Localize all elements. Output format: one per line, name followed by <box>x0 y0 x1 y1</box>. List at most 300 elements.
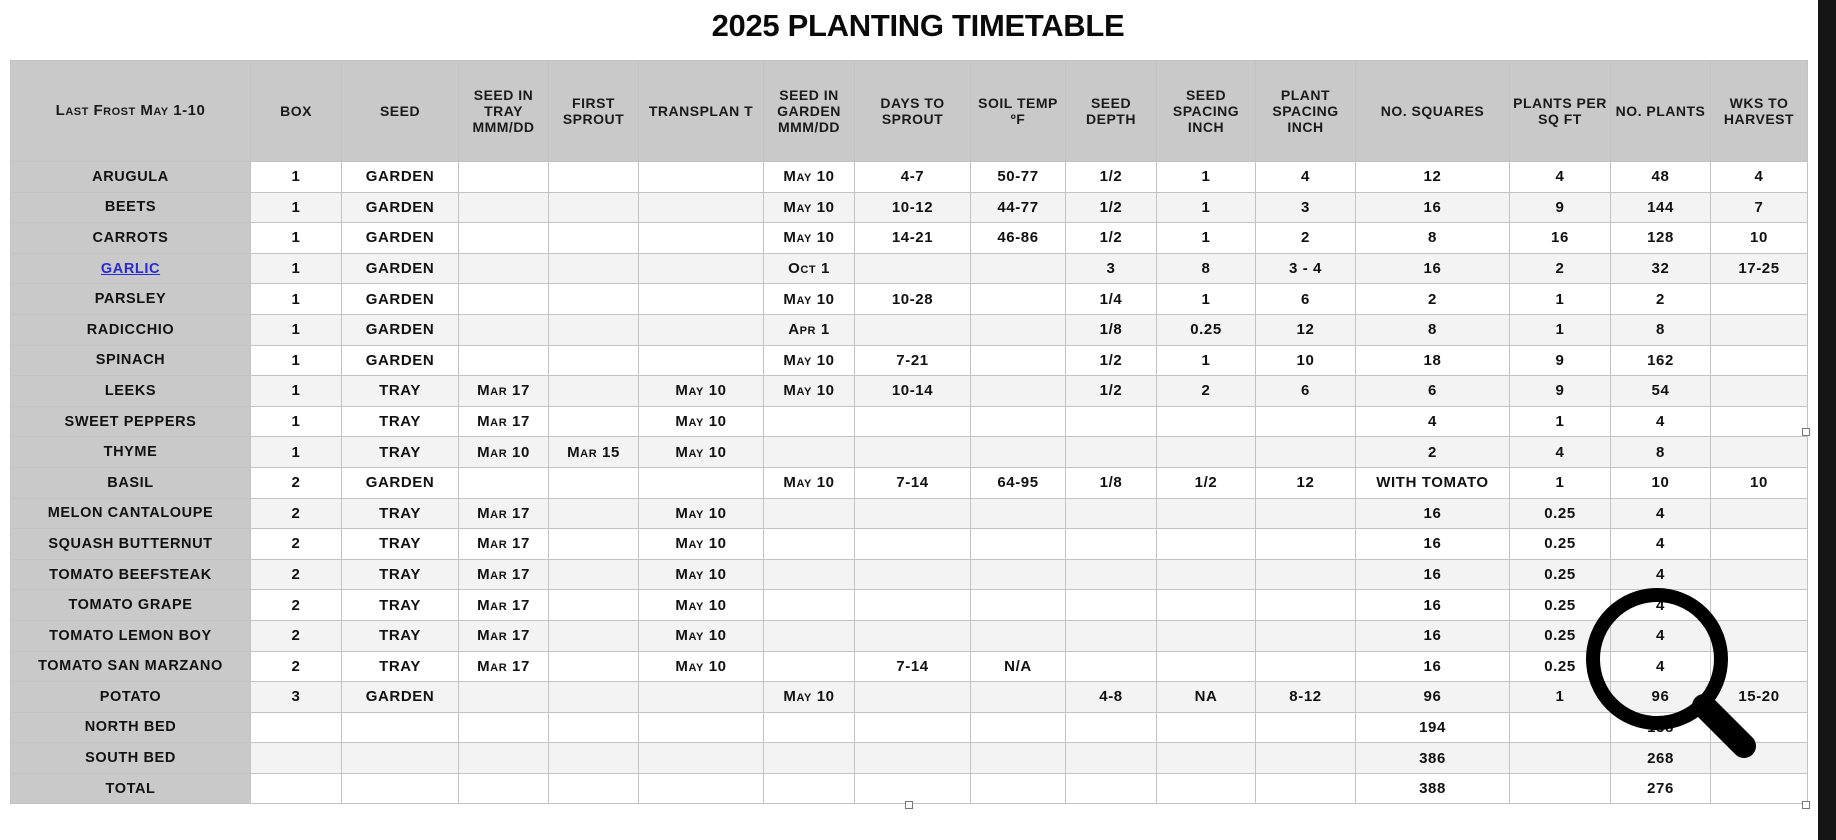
table-cell[interactable]: May 10 <box>639 590 764 621</box>
table-cell[interactable]: 1/2 <box>1066 162 1157 193</box>
header-cell[interactable]: SEED SPACING INCH <box>1157 61 1256 162</box>
table-cell[interactable]: 7-21 <box>855 345 971 376</box>
table-cell[interactable]: 1 <box>251 192 342 223</box>
table-cell[interactable]: 138 <box>1611 712 1711 743</box>
table-cell[interactable]: May 10 <box>764 223 855 254</box>
table-cell[interactable]: 2 <box>1157 376 1256 407</box>
table-cell[interactable]: 8 <box>1356 223 1510 254</box>
table-cell[interactable] <box>855 314 971 345</box>
table-cell[interactable]: 9 <box>1510 345 1611 376</box>
table-cell[interactable]: 0.25 <box>1157 314 1256 345</box>
table-cell[interactable] <box>639 223 764 254</box>
table-cell[interactable] <box>1711 529 1808 560</box>
table-cell[interactable]: May 10 <box>639 437 764 468</box>
table-cell[interactable]: 14-21 <box>855 223 971 254</box>
table-cell[interactable] <box>971 682 1066 713</box>
table-cell[interactable]: 1/2 <box>1066 345 1157 376</box>
table-cell[interactable]: 7 <box>1711 192 1808 223</box>
table-cell[interactable] <box>251 712 342 743</box>
table-cell[interactable] <box>1157 559 1256 590</box>
table-cell[interactable]: 12 <box>1256 467 1356 498</box>
table-cell[interactable] <box>764 773 855 804</box>
table-cell[interactable]: GARDEN <box>342 284 459 315</box>
table-cell[interactable]: 16 <box>1510 223 1611 254</box>
resize-handle[interactable] <box>1802 801 1810 809</box>
table-cell[interactable] <box>971 773 1066 804</box>
table-cell[interactable] <box>459 773 549 804</box>
table-cell[interactable] <box>1256 620 1356 651</box>
table-cell[interactable]: 12 <box>1256 314 1356 345</box>
table-cell[interactable] <box>1066 743 1157 774</box>
table-cell[interactable] <box>971 712 1066 743</box>
table-cell[interactable]: GARDEN <box>342 192 459 223</box>
table-cell[interactable]: 8-12 <box>1256 682 1356 713</box>
table-cell[interactable]: 9 <box>1510 192 1611 223</box>
table-cell[interactable]: 4 <box>1611 590 1711 621</box>
table-cell[interactable]: Mar 15 <box>549 437 639 468</box>
table-cell[interactable]: 16 <box>1356 192 1510 223</box>
table-cell[interactable]: 4 <box>1611 651 1711 682</box>
table-cell[interactable]: TRAY <box>342 498 459 529</box>
table-cell[interactable]: May 10 <box>639 498 764 529</box>
table-cell[interactable] <box>764 498 855 529</box>
header-cell[interactable]: SEED IN TRAY MMM/DD <box>459 61 549 162</box>
row-name-cell[interactable]: BASIL <box>11 467 251 498</box>
table-cell[interactable]: TRAY <box>342 406 459 437</box>
table-cell[interactable]: 1 <box>251 223 342 254</box>
table-cell[interactable]: 2 <box>1510 253 1611 284</box>
table-cell[interactable] <box>971 345 1066 376</box>
table-cell[interactable]: 1 <box>1157 345 1256 376</box>
table-cell[interactable] <box>342 743 459 774</box>
table-cell[interactable] <box>855 559 971 590</box>
table-cell[interactable]: 15-20 <box>1711 682 1808 713</box>
table-cell[interactable]: 10 <box>1611 467 1711 498</box>
table-cell[interactable]: 16 <box>1356 559 1510 590</box>
table-cell[interactable]: N/A <box>971 651 1066 682</box>
table-cell[interactable] <box>1256 743 1356 774</box>
table-cell[interactable]: 4 <box>1510 162 1611 193</box>
table-cell[interactable] <box>1711 345 1808 376</box>
table-cell[interactable]: 4-7 <box>855 162 971 193</box>
table-cell[interactable] <box>639 743 764 774</box>
table-cell[interactable] <box>549 712 639 743</box>
table-cell[interactable]: 32 <box>1611 253 1711 284</box>
table-cell[interactable]: 2 <box>251 651 342 682</box>
table-cell[interactable] <box>855 498 971 529</box>
table-cell[interactable] <box>1066 712 1157 743</box>
table-cell[interactable]: TRAY <box>342 559 459 590</box>
table-cell[interactable]: 4 <box>1711 162 1808 193</box>
table-cell[interactable] <box>639 284 764 315</box>
table-cell[interactable]: May 10 <box>639 376 764 407</box>
table-cell[interactable]: 4 <box>1611 559 1711 590</box>
row-name-cell[interactable]: TOMATO LEMON BOY <box>11 620 251 651</box>
table-cell[interactable] <box>1711 773 1808 804</box>
table-cell[interactable] <box>639 162 764 193</box>
table-cell[interactable]: 1 <box>1157 162 1256 193</box>
table-cell[interactable]: 1 <box>1510 284 1611 315</box>
table-cell[interactable]: 6 <box>1256 284 1356 315</box>
table-cell[interactable]: Mar 17 <box>459 529 549 560</box>
table-cell[interactable]: 4 <box>1611 529 1711 560</box>
table-cell[interactable] <box>971 406 1066 437</box>
table-cell[interactable]: Mar 17 <box>459 406 549 437</box>
table-cell[interactable]: 1 <box>251 406 342 437</box>
table-cell[interactable] <box>971 620 1066 651</box>
table-cell[interactable]: Mar 17 <box>459 590 549 621</box>
table-cell[interactable] <box>1711 498 1808 529</box>
header-cell[interactable]: Last Frost May 1-10 <box>11 61 251 162</box>
table-cell[interactable] <box>1256 651 1356 682</box>
table-cell[interactable] <box>1066 620 1157 651</box>
table-cell[interactable]: 16 <box>1356 253 1510 284</box>
table-cell[interactable] <box>549 284 639 315</box>
table-cell[interactable] <box>549 590 639 621</box>
table-cell[interactable] <box>549 529 639 560</box>
table-cell[interactable] <box>855 712 971 743</box>
table-cell[interactable]: NA <box>1157 682 1256 713</box>
table-cell[interactable] <box>639 682 764 713</box>
table-cell[interactable] <box>1066 773 1157 804</box>
table-cell[interactable] <box>549 314 639 345</box>
table-cell[interactable]: 96 <box>1611 682 1711 713</box>
table-cell[interactable]: May 10 <box>764 682 855 713</box>
table-cell[interactable]: 10 <box>1711 223 1808 254</box>
table-cell[interactable] <box>639 712 764 743</box>
table-cell[interactable]: 3 <box>1066 253 1157 284</box>
table-cell[interactable] <box>855 437 971 468</box>
header-cell[interactable]: SOIL TEMP ºF <box>971 61 1066 162</box>
table-cell[interactable]: 6 <box>1356 376 1510 407</box>
table-cell[interactable]: 162 <box>1611 345 1711 376</box>
table-cell[interactable]: 6 <box>1256 376 1356 407</box>
table-cell[interactable]: May 10 <box>764 162 855 193</box>
table-cell[interactable]: 1 <box>251 376 342 407</box>
header-cell[interactable]: TRANSPLAN T <box>639 61 764 162</box>
table-cell[interactable]: GARDEN <box>342 223 459 254</box>
table-cell[interactable]: 2 <box>251 590 342 621</box>
table-cell[interactable] <box>549 682 639 713</box>
table-cell[interactable] <box>971 284 1066 315</box>
table-cell[interactable]: 2 <box>251 559 342 590</box>
table-cell[interactable]: 2 <box>1356 437 1510 468</box>
table-cell[interactable] <box>1157 437 1256 468</box>
table-cell[interactable]: 1/4 <box>1066 284 1157 315</box>
table-cell[interactable] <box>1066 498 1157 529</box>
table-cell[interactable]: Mar 17 <box>459 620 549 651</box>
table-cell[interactable]: 1 <box>1510 406 1611 437</box>
table-cell[interactable]: 1/8 <box>1066 314 1157 345</box>
table-cell[interactable] <box>1157 651 1256 682</box>
table-cell[interactable] <box>855 773 971 804</box>
row-name-cell[interactable]: SOUTH BED <box>11 743 251 774</box>
table-cell[interactable]: 1 <box>1510 682 1611 713</box>
table-cell[interactable]: 0.25 <box>1510 590 1611 621</box>
table-cell[interactable]: 0.25 <box>1510 559 1611 590</box>
table-cell[interactable] <box>1157 773 1256 804</box>
table-cell[interactable]: 1/2 <box>1066 376 1157 407</box>
table-cell[interactable] <box>1256 437 1356 468</box>
table-cell[interactable] <box>549 223 639 254</box>
table-cell[interactable] <box>459 284 549 315</box>
table-cell[interactable] <box>1711 284 1808 315</box>
table-cell[interactable]: 7-14 <box>855 651 971 682</box>
table-cell[interactable]: Oct 1 <box>764 253 855 284</box>
table-cell[interactable]: May 10 <box>639 406 764 437</box>
table-cell[interactable]: 8 <box>1356 314 1510 345</box>
table-cell[interactable]: 16 <box>1356 620 1510 651</box>
table-cell[interactable]: 96 <box>1356 682 1510 713</box>
table-cell[interactable]: 2 <box>1356 284 1510 315</box>
table-cell[interactable] <box>459 467 549 498</box>
row-name-cell[interactable]: LEEKS <box>11 376 251 407</box>
table-cell[interactable]: 10-12 <box>855 192 971 223</box>
table-cell[interactable] <box>764 406 855 437</box>
table-cell[interactable]: Apr 1 <box>764 314 855 345</box>
table-cell[interactable] <box>1256 529 1356 560</box>
row-name-cell[interactable]: SPINACH <box>11 345 251 376</box>
table-cell[interactable]: May 10 <box>639 559 764 590</box>
table-cell[interactable]: 194 <box>1356 712 1510 743</box>
table-cell[interactable] <box>1256 773 1356 804</box>
table-cell[interactable] <box>764 620 855 651</box>
header-cell[interactable]: SEED DEPTH <box>1066 61 1157 162</box>
table-cell[interactable]: GARDEN <box>342 345 459 376</box>
table-cell[interactable]: 1 <box>251 162 342 193</box>
table-cell[interactable]: TRAY <box>342 651 459 682</box>
table-cell[interactable]: 4 <box>1356 406 1510 437</box>
table-cell[interactable] <box>342 712 459 743</box>
table-cell[interactable] <box>459 223 549 254</box>
table-cell[interactable]: 0.25 <box>1510 498 1611 529</box>
table-cell[interactable]: 0.25 <box>1510 651 1611 682</box>
table-cell[interactable]: 1/2 <box>1157 467 1256 498</box>
table-cell[interactable]: 2 <box>251 467 342 498</box>
table-cell[interactable]: 3 <box>1256 192 1356 223</box>
table-cell[interactable] <box>459 682 549 713</box>
table-cell[interactable]: 1 <box>1157 223 1256 254</box>
table-cell[interactable] <box>549 192 639 223</box>
table-cell[interactable]: 3 <box>251 682 342 713</box>
table-cell[interactable]: 2 <box>1256 223 1356 254</box>
table-cell[interactable]: 1 <box>1510 467 1611 498</box>
table-cell[interactable]: 10 <box>1256 345 1356 376</box>
table-cell[interactable]: 4 <box>1611 498 1711 529</box>
table-cell[interactable] <box>1711 314 1808 345</box>
table-cell[interactable]: 386 <box>1356 743 1510 774</box>
row-name-cell[interactable]: POTATO <box>11 682 251 713</box>
table-cell[interactable] <box>1066 590 1157 621</box>
row-name-cell[interactable]: TOTAL <box>11 773 251 804</box>
table-cell[interactable]: TRAY <box>342 437 459 468</box>
table-cell[interactable]: 1 <box>1157 284 1256 315</box>
table-cell[interactable]: May 10 <box>639 651 764 682</box>
table-cell[interactable] <box>1157 712 1256 743</box>
table-cell[interactable]: 8 <box>1611 437 1711 468</box>
table-cell[interactable]: 1/2 <box>1066 192 1157 223</box>
row-name-cell[interactable]: NORTH BED <box>11 712 251 743</box>
table-cell[interactable]: 54 <box>1611 376 1711 407</box>
table-cell[interactable] <box>764 743 855 774</box>
table-cell[interactable] <box>855 406 971 437</box>
table-cell[interactable] <box>1157 743 1256 774</box>
table-cell[interactable] <box>855 682 971 713</box>
table-cell[interactable]: 1/8 <box>1066 467 1157 498</box>
table-cell[interactable] <box>459 253 549 284</box>
table-cell[interactable]: 7-14 <box>855 467 971 498</box>
header-cell[interactable]: PLANT SPACING INCH <box>1256 61 1356 162</box>
table-cell[interactable]: GARDEN <box>342 467 459 498</box>
table-cell[interactable]: TRAY <box>342 590 459 621</box>
table-cell[interactable]: May 10 <box>764 376 855 407</box>
header-cell[interactable]: NO. PLANTS <box>1611 61 1711 162</box>
table-cell[interactable]: 8 <box>1611 314 1711 345</box>
table-cell[interactable]: 1 <box>1157 192 1256 223</box>
table-cell[interactable]: 3 - 4 <box>1256 253 1356 284</box>
table-cell[interactable] <box>1256 406 1356 437</box>
table-cell[interactable] <box>1256 590 1356 621</box>
table-cell[interactable] <box>1066 406 1157 437</box>
row-name-cell[interactable]: MELON CANTALOUPE <box>11 498 251 529</box>
table-cell[interactable] <box>459 345 549 376</box>
table-cell[interactable] <box>1510 773 1611 804</box>
table-cell[interactable] <box>639 467 764 498</box>
table-cell[interactable] <box>764 651 855 682</box>
table-cell[interactable]: TRAY <box>342 620 459 651</box>
row-name-cell[interactable]: TOMATO SAN MARZANO <box>11 651 251 682</box>
table-cell[interactable]: May 10 <box>764 467 855 498</box>
table-cell[interactable] <box>764 559 855 590</box>
table-cell[interactable] <box>639 345 764 376</box>
table-cell[interactable]: 10-28 <box>855 284 971 315</box>
table-cell[interactable]: GARDEN <box>342 314 459 345</box>
table-cell[interactable] <box>855 253 971 284</box>
table-cell[interactable] <box>459 712 549 743</box>
table-cell[interactable]: 16 <box>1356 590 1510 621</box>
table-cell[interactable]: Mar 10 <box>459 437 549 468</box>
table-cell[interactable]: 2 <box>251 498 342 529</box>
table-cell[interactable] <box>1066 437 1157 468</box>
magnifier-icon[interactable] <box>1584 586 1764 766</box>
table-cell[interactable] <box>549 773 639 804</box>
table-cell[interactable] <box>855 620 971 651</box>
table-cell[interactable] <box>549 467 639 498</box>
table-cell[interactable] <box>639 773 764 804</box>
table-cell[interactable]: GARDEN <box>342 682 459 713</box>
table-cell[interactable]: Mar 17 <box>459 651 549 682</box>
table-cell[interactable] <box>459 743 549 774</box>
table-cell[interactable] <box>764 437 855 468</box>
table-cell[interactable]: GARDEN <box>342 162 459 193</box>
table-cell[interactable] <box>549 651 639 682</box>
table-cell[interactable] <box>971 437 1066 468</box>
table-cell[interactable] <box>855 743 971 774</box>
table-cell[interactable] <box>549 620 639 651</box>
table-cell[interactable]: 64-95 <box>971 467 1066 498</box>
table-cell[interactable] <box>1066 529 1157 560</box>
table-cell[interactable]: 144 <box>1611 192 1711 223</box>
table-cell[interactable]: 276 <box>1611 773 1711 804</box>
table-cell[interactable]: 18 <box>1356 345 1510 376</box>
table-cell[interactable] <box>639 192 764 223</box>
table-cell[interactable] <box>459 192 549 223</box>
table-cell[interactable] <box>459 162 549 193</box>
table-cell[interactable]: 128 <box>1611 223 1711 254</box>
table-cell[interactable] <box>549 162 639 193</box>
header-cell[interactable]: NO. SQUARES <box>1356 61 1510 162</box>
table-cell[interactable]: 17-25 <box>1711 253 1808 284</box>
table-cell[interactable] <box>971 314 1066 345</box>
table-cell[interactable]: WITH TOMATO <box>1356 467 1510 498</box>
table-cell[interactable]: 388 <box>1356 773 1510 804</box>
table-cell[interactable] <box>1711 376 1808 407</box>
table-cell[interactable] <box>549 406 639 437</box>
garlic-link[interactable]: GARLIC <box>100 260 161 277</box>
table-cell[interactable]: 10 <box>1711 467 1808 498</box>
table-cell[interactable]: GARDEN <box>342 253 459 284</box>
table-cell[interactable] <box>549 559 639 590</box>
table-cell[interactable]: TRAY <box>342 529 459 560</box>
table-cell[interactable] <box>639 314 764 345</box>
table-cell[interactable]: 1 <box>1510 314 1611 345</box>
table-cell[interactable] <box>764 590 855 621</box>
table-cell[interactable] <box>549 376 639 407</box>
table-cell[interactable]: 46-86 <box>971 223 1066 254</box>
table-cell[interactable] <box>764 529 855 560</box>
table-cell[interactable]: 2 <box>1611 284 1711 315</box>
table-cell[interactable]: 1 <box>251 314 342 345</box>
table-cell[interactable]: 1 <box>251 345 342 376</box>
table-cell[interactable] <box>1256 559 1356 590</box>
table-cell[interactable] <box>639 253 764 284</box>
table-cell[interactable]: May 10 <box>639 620 764 651</box>
table-cell[interactable]: 10-14 <box>855 376 971 407</box>
table-cell[interactable]: May 10 <box>764 284 855 315</box>
table-cell[interactable] <box>971 743 1066 774</box>
header-cell[interactable]: DAYS TO SPROUT <box>855 61 971 162</box>
table-cell[interactable] <box>1066 559 1157 590</box>
table-cell[interactable] <box>549 498 639 529</box>
table-cell[interactable]: 4 <box>1256 162 1356 193</box>
table-cell[interactable] <box>1157 590 1256 621</box>
table-cell[interactable] <box>1157 620 1256 651</box>
table-cell[interactable]: 268 <box>1611 743 1711 774</box>
table-cell[interactable] <box>549 743 639 774</box>
table-cell[interactable] <box>1711 437 1808 468</box>
table-cell[interactable] <box>855 529 971 560</box>
row-name-cell[interactable]: TOMATO GRAPE <box>11 590 251 621</box>
header-cell[interactable]: FIRST SPROUT <box>549 61 639 162</box>
table-cell[interactable]: 1 <box>251 253 342 284</box>
table-cell[interactable]: 16 <box>1356 651 1510 682</box>
table-cell[interactable]: 8 <box>1157 253 1256 284</box>
table-cell[interactable] <box>549 345 639 376</box>
resize-handle[interactable] <box>905 801 913 809</box>
row-name-cell[interactable]: PARSLEY <box>11 284 251 315</box>
table-cell[interactable]: 2 <box>251 620 342 651</box>
table-cell[interactable] <box>1711 406 1808 437</box>
row-name-cell[interactable]: THYME <box>11 437 251 468</box>
table-cell[interactable]: 4 <box>1510 437 1611 468</box>
table-cell[interactable]: 2 <box>251 529 342 560</box>
table-cell[interactable] <box>1157 529 1256 560</box>
header-cell[interactable]: PLANTS PER SQ FT <box>1510 61 1611 162</box>
table-cell[interactable] <box>549 253 639 284</box>
table-cell[interactable]: Mar 17 <box>459 559 549 590</box>
table-cell[interactable]: Mar 17 <box>459 376 549 407</box>
row-name-cell[interactable] <box>11 253 251 284</box>
